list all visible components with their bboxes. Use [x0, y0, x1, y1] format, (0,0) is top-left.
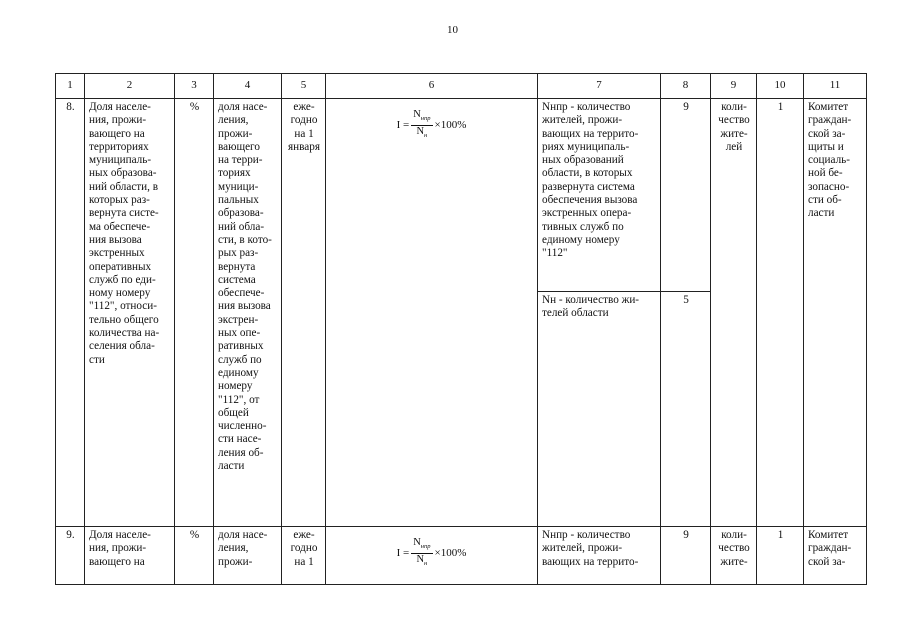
calculation-formula — [326, 527, 537, 570]
table-row — [56, 99, 867, 292]
formula-numerator-subscript: нпр — [420, 543, 431, 551]
variable-code: 9 — [683, 101, 689, 113]
formula-numerator: N — [413, 537, 421, 548]
row-number: 8. — [66, 101, 75, 113]
formula-fraction — [411, 537, 432, 570]
header-cell: 5 — [282, 74, 326, 99]
header-cell: 2 — [85, 74, 175, 99]
header-cell: 11 — [804, 74, 867, 99]
column-10-value: 1 — [777, 101, 784, 113]
variable-code: 5 — [683, 294, 689, 306]
formula-numerator: N — [413, 109, 421, 120]
responsible-body: Комитет граждан- ской за- щиты и социаль- ной бе- зопасно- сти об- ласти — [808, 101, 852, 220]
header-cell: 4 — [214, 74, 282, 99]
formula-rhs: ×100% — [434, 546, 467, 559]
header-cell: 6 — [326, 74, 538, 99]
formula-lhs: I = — [396, 546, 410, 559]
variable-description: Nнпр - количество жителей, прожи- вающих на террито- риях муниципаль- ных образований области, в которых развернута система обеспечения вызова экстренных опера- тивных служб по единому номеру "112" — [542, 101, 639, 260]
variable-code: 9 — [683, 529, 689, 541]
indicator-definition: доля насе- ления, прожи- вающего на терри- ториях муници- пальных образова- ний обла- сти, в кото- рых раз- вернута система обеспече- ния вызова экстрен- ных опе- ративных служб по единому номеру "112", от общей численно- сти насе- ления об- ласти — [218, 101, 272, 473]
header-cell: 3 — [175, 74, 214, 99]
formula-lhs: I = — [396, 118, 410, 131]
header-cell: 1 — [56, 74, 85, 99]
page-number: 10 — [447, 24, 458, 36]
responsible-body: Комитет граждан- ской за- — [808, 529, 852, 568]
formula-rhs: ×100% — [434, 118, 467, 131]
header-cell: 10 — [757, 74, 804, 99]
variable-description: Nн - количество жи- телей области — [542, 294, 640, 320]
count-unit: коли- чество жите- лей — [718, 101, 750, 153]
calculation-formula — [326, 99, 537, 142]
indicators-table — [55, 73, 867, 585]
formula-numerator-subscript: нпр — [420, 115, 431, 123]
row-number: 9. — [66, 529, 75, 541]
formula-denominator-subscript: н — [424, 560, 428, 568]
count-unit: коли- чество жите- — [718, 529, 750, 568]
measure-unit: % — [189, 101, 200, 113]
variable-description: Nнпр - количество жителей, прожи- вающих на террито- — [542, 529, 639, 568]
indicator-name: Доля населе- ния, прожи- вающего на — [89, 529, 151, 568]
formula-denominator-subscript: н — [424, 132, 428, 140]
header-cell: 9 — [711, 74, 757, 99]
column-10-value: 1 — [777, 529, 784, 541]
formula-denominator: N — [416, 126, 425, 138]
header-cell: 7 — [538, 74, 661, 99]
indicator-name: Доля населе- ния, прожи- вающего на территориях муниципаль- ных образова- ний области, в которых раз- вернута систе- ма обеспече- ния вызова экстренных оперативных служб по еди- ному номеру "112", относи- тельно общего количества на- селения обла- сти — [89, 101, 160, 366]
measure-unit: % — [189, 529, 200, 541]
periodicity: еже- годно на 1 января — [288, 101, 320, 153]
header-cell: 8 — [661, 74, 711, 99]
column-number-header-row — [56, 74, 867, 99]
formula-fraction — [411, 109, 432, 142]
table-row — [56, 527, 867, 585]
indicator-definition: доля насе- ления, прожи- — [218, 529, 268, 568]
formula-denominator: N — [416, 554, 425, 566]
periodicity: еже- годно на 1 — [290, 529, 318, 568]
